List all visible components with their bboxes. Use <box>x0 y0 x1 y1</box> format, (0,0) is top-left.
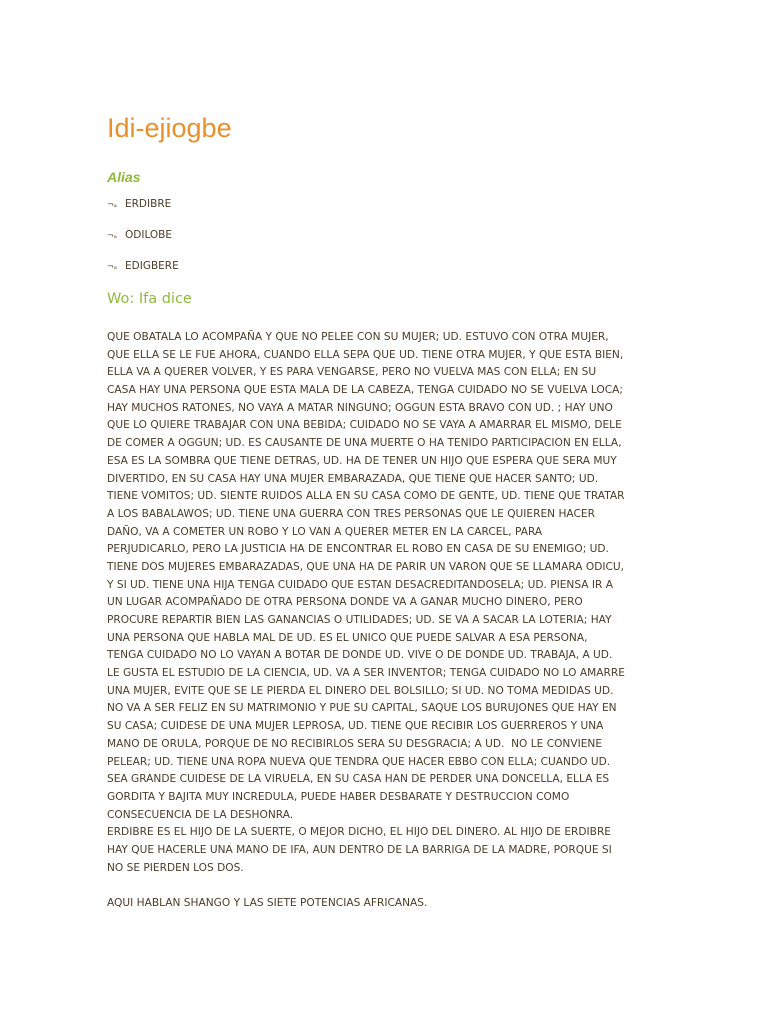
text-line: HAY MUCHOS RATONES, NO VAYA A MATAR NINGUNO; OGGUN ESTA BRAVO CON UD. ; HAY UNO <box>107 401 613 414</box>
text-line: UN LUGAR ACOMPAÑADO DE OTRA PERSONA DONDE VA A GANAR MUCHO DINERO, PERO <box>107 596 583 609</box>
text-line: TIENE VOMITOS; UD. SIENTE RUIDOS ALLA EN SU CASA COMO DE GENTE, UD. TIENE QUE TRATAR <box>107 490 625 503</box>
text-line: SU CASA; CUIDESE DE UNA MUJER LEPROSA, UD. TIENE QUE RECIBIR LOS GUERREROS Y UNA <box>107 720 604 733</box>
text-line: QUE OBATALA LO ACOMPAÑA Y QUE NO PELEE CON SU MUJER; UD. ESTUVO CON OTRA MUJER, <box>107 331 609 343</box>
text-line: DAÑO, VA A COMETER UN ROBO Y LO VAN A QUERER METER EN LA CARCEL, PARA <box>107 525 543 538</box>
body-text <box>107 329 667 913</box>
list-item <box>107 228 179 259</box>
text-line: GORDITA Y BAJITA MUY INCREDULA, PUEDE HABER DESBARATE Y DESTRUCCION COMO <box>107 790 570 803</box>
text-line: Y SI UD. TIENE UNA HIJA TENGA CUIDADO QUE ESTAN DESACREDITANDOSELA; UD. PIENSA IR A <box>107 578 613 591</box>
text-line: LE GUSTA EL ESTUDIO DE LA CIENCIA, UD. VA A SER INVENTOR; TENGA CUIDADO NO LO AMARRE <box>107 667 625 680</box>
paragraph: AQUI HABLAN SHANGO Y LAS SIETE POTENCIAS AFRICANAS. <box>107 897 428 910</box>
text-line: TENGA CUIDADO NO LO VAYAN A BOTAR DE DONDE UD. VIVE O DE DONDE UD. TRABAJA, A UD. <box>107 649 613 662</box>
text-line: ESA ES LA SOMBRA QUE TIENE DETRAS, UD. HA DE TENER UN HIJO QUE ESPERA QUE SERA MUY <box>107 454 617 467</box>
text-line: PROCURE REPARTIR BIEN LAS GANANCIAS O UTILIDADES; UD. SE VA A SACAR LA LOTERIA; HAY <box>107 614 612 626</box>
text-line: QUE ELLA SE LE FUE AHORA, CUANDO ELLA SEPA QUE UD. TIENE OTRA MUJER, Y QUE ESTA BIEN, <box>107 348 624 361</box>
text-line: A LOS BABALAWOS; UD. TIENE UNA GUERRA CON TRES PERSONAS QUE LE QUIEREN HACER <box>107 507 595 520</box>
text-line: HAY QUE HACERLE UNA MANO DE IFA, AUN DENTRO DE LA BARRIGA DE LA MADRE, PORQUE SI <box>107 843 612 856</box>
text-line: ERDIBRE ES EL HIJO DE LA SUERTE, O MEJOR DICHO, EL HIJO DEL DINERO. AL HIJO DE ERDIBRE <box>107 826 612 839</box>
bullet-icon: ¬ₐ <box>107 262 117 271</box>
text-line: UNA PERSONA QUE HABLA MAL DE UD. ES EL UNICO QUE PUEDE SALVAR A ESA PERSONA, <box>107 631 588 644</box>
text-line: NO SE PIERDEN LOS DOS. <box>107 861 244 874</box>
section-heading: Wo: Ifa dice <box>107 291 192 307</box>
text-line: DE COMER A OGGUN; UD. ES CAUSANTE DE UNA MUERTE O HA TENIDO PARTICIPACION EN ELLA, <box>107 437 622 450</box>
alias-label: ERDIBRE <box>125 198 172 210</box>
alias-label: EDIGBERE <box>125 260 179 272</box>
text-line: UNA MUJER, EVITE QUE SE LE PIERDA EL DINERO DEL BOLSILLO; SI UD. NO TOMA MEDIDAS UD. <box>107 684 614 697</box>
text-line: QUE LO QUIERE TRABAJAR CON UNA BEBIDA; CUIDADO NO SE VAYA A AMARRAR EL MISMO, DELE <box>107 419 622 432</box>
text-line: DIVERTIDO, EN SU CASA HAY UNA MUJER EMBARAZADA, QUE TIENE QUE HACER SANTO; UD. <box>107 472 599 485</box>
text-line: CONSECUENCIA DE LA DESHONRA. <box>107 808 294 821</box>
text-line: CASA HAY UNA PERSONA QUE ESTA MALA DE LA CABEZA, TENGA CUIDADO NO SE VUELVA LOCA; <box>107 384 623 397</box>
text-line: TIENE DOS MUJERES EMBARAZADAS, QUE UNA HA DE PARIR UN VARON QUE SE LLAMARA ODICU, <box>107 560 625 573</box>
text-line: PELEAR; UD. TIENE UNA ROPA NUEVA QUE TENDRA QUE HACER EBBO CON ELLA; CUANDO UD. <box>107 755 611 768</box>
text-line: PERJUDICARLO, PERO LA JUSTICIA HA DE ENCONTRAR EL ROBO EN CASA DE SU ENEMIGO; UD. <box>107 543 609 556</box>
text-line: SEA GRANDE CUIDESE DE LA VIRUELA, EN SU CASA HAN DE PERDER UNA DONCELLA, ELLA ES <box>107 773 610 786</box>
alias-heading: Alias <box>107 169 141 185</box>
text-line: NO VA A SER FELIZ EN SU MATRIMONIO Y PUE SU CAPITAL, SAQUE LOS BURUJONES QUE HAY EN <box>107 702 617 715</box>
paragraph <box>107 329 667 877</box>
alias-list <box>107 197 179 290</box>
page-title: Idi-ejiogbe <box>107 113 232 143</box>
alias-label: ODILOBE <box>125 229 173 241</box>
list-item <box>107 259 179 290</box>
paragraph-gap <box>107 877 667 895</box>
bullet-icon: ¬ₐ <box>107 231 117 240</box>
list-item <box>107 197 179 228</box>
text-line: ELLA VA A QUERER VOLVER, Y ES PARA VENGARSE, PERO NO VUELVA MAS CON ELLA; EN SU <box>107 366 597 379</box>
text-line: MANO DE ORULA, PORQUE DE NO RECIBIRLOS SERA SU DESGRACIA; A UD. NO LE CONVIENE <box>107 737 603 750</box>
bullet-icon: ¬ₐ <box>107 200 117 209</box>
